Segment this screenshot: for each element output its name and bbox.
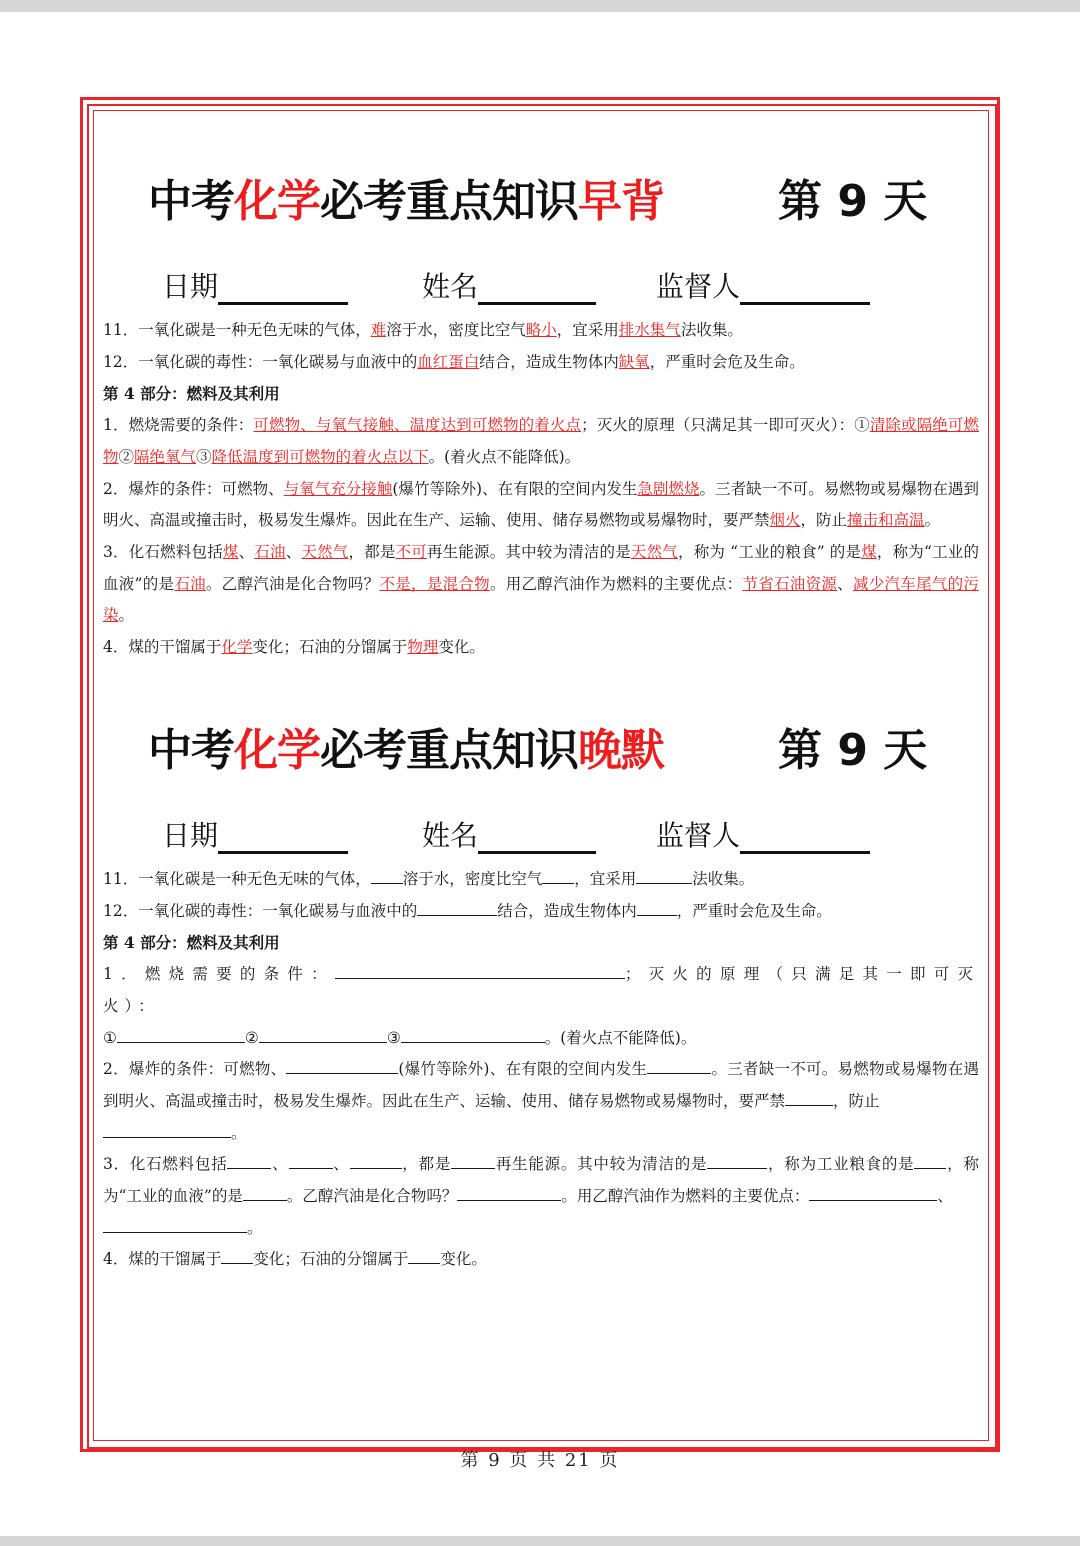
fill-blank[interactable] xyxy=(221,1247,253,1264)
evening-item-12: 12．一氧化碳的毒性：一氧化碳易与血液中的 结合，造成生物体内 ，严重时会危及生命。 xyxy=(103,896,979,928)
supervisor-label: 监督人 xyxy=(656,819,741,852)
answer: 烟火 xyxy=(769,511,801,530)
date-field xyxy=(162,265,348,305)
answer: 缺氧 xyxy=(618,352,650,371)
fill-blank[interactable] xyxy=(103,1121,231,1138)
answer: 难 xyxy=(370,321,387,339)
evening-item-3: 3．化石燃料包括 、 、 ，都是 再生能源。其中较为清洁的是 ，称为工业粮食的是 ，称为“工业的血液”的是 。乙醇汽油是化合物吗？ 。用乙醇汽油作为燃料的主要优点： 、 。 xyxy=(103,1149,979,1244)
answer: 减少汽车尾气的污染 xyxy=(103,574,979,625)
title-suffix-morning: 早背 xyxy=(578,176,664,227)
answer: 隔绝氧气 xyxy=(134,447,197,466)
fill-blank[interactable] xyxy=(809,1184,937,1201)
bottom-gray-strip xyxy=(0,1536,1080,1546)
fill-blank[interactable] xyxy=(637,899,677,916)
fill-blank[interactable] xyxy=(401,1026,545,1043)
morning-title xyxy=(148,165,928,225)
supervisor-label: 监督人 xyxy=(656,270,741,303)
morning-item-11: 11．一氧化碳是一种无色无味的气体，难溶于水，密度比空气略小，宜采用排水集气法收集。 xyxy=(103,321,743,339)
fill-blank[interactable] xyxy=(117,1026,245,1043)
fill-blank[interactable] xyxy=(371,867,403,884)
answer: 降低温度到可燃物的着火点以下 xyxy=(211,447,429,466)
fill-blank[interactable] xyxy=(103,1216,247,1233)
title-subject: 化学 xyxy=(234,176,320,227)
name-label: 姓名 xyxy=(422,819,479,852)
evening-meta-row xyxy=(162,814,882,858)
fill-blank[interactable] xyxy=(457,1184,561,1201)
fill-blank[interactable] xyxy=(227,1152,271,1169)
answer: 天然气 xyxy=(301,542,349,561)
answer: 化学 xyxy=(221,638,253,657)
title-middle: 必考重点知识 xyxy=(320,725,578,776)
fill-blank[interactable] xyxy=(286,1057,398,1074)
evening-item-4: 4．煤的干馏属于 变化；石油的分馏属于 变化。 xyxy=(103,1244,979,1276)
title-suffix-evening: 晚默 xyxy=(578,725,664,776)
evening-item-11: 11．一氧化碳是一种无色无味的气体， 溶于水，密度比空气 ，宜采用 法收集。 xyxy=(103,864,979,896)
supervisor-blank[interactable] xyxy=(740,274,870,305)
page-number: 第 9 页 共 21 页 xyxy=(460,1450,620,1471)
name-field xyxy=(422,814,596,854)
fill-blank[interactable] xyxy=(259,1026,387,1043)
title-middle: 必考重点知识 xyxy=(320,176,578,227)
evening-item-2: 2．爆炸的条件：可燃物、 (爆竹等除外)、在有限的空间内发生 。三者缺一不可。易燃物或易爆物在遇到明火、高温或撞击时，极易发生爆炸。因此在生产、运输、使用、储存易燃物或易爆物时，要严禁 ，防止 。 xyxy=(103,1054,979,1149)
name-field xyxy=(422,265,596,305)
answer: 撞击和高温 xyxy=(847,511,925,530)
morning-item-4: 4．煤的干馏属于化学变化；石油的分馏属于物理变化。 xyxy=(103,638,485,657)
fill-blank[interactable] xyxy=(647,1057,711,1074)
answer: 石油 xyxy=(254,542,286,561)
answer: 天然气 xyxy=(630,542,678,561)
title-prefix: 中考 xyxy=(148,725,234,776)
name-blank[interactable] xyxy=(478,274,596,305)
evening-item-1: 1．燃烧需要的条件： ；灭火的原理（只满足其一即可灭火）： ① ② ③ 。(着火点不能降低)。 xyxy=(103,959,979,1054)
title-prefix: 中考 xyxy=(148,176,234,227)
evening-section-heading: 第 4 部分：燃料及其利用 xyxy=(103,933,280,953)
date-blank[interactable] xyxy=(218,274,348,305)
morning-item-3: 3．化石燃料包括煤、石油、天然气，都是不可再生能源。其中较为清洁的是天然气，称为 “工业的粮食” 的是煤，称为“工业的血液”的是石油。乙醇汽油是化合物吗？不是，是混合物。用乙醇汽油作为燃料的主要优点：节省石油资源、减少汽车尾气的污染。 xyxy=(103,542,979,625)
date-label: 日期 xyxy=(162,819,219,852)
answer: 清除或隔绝可燃物 xyxy=(103,416,979,466)
day-label: 第 9 天 xyxy=(778,725,928,776)
answer: 与氧气充分接触 xyxy=(283,479,393,498)
morning-item-2: 2．爆炸的条件：可燃物、与氧气充分接触(爆竹等除外)、在有限的空间内发生急剧燃烧。三者缺一不可。易燃物或易爆物在遇到明火、高温或撞击时，极易发生爆炸。因此在生产、运输、使用、储存易燃物或易爆物时，要严禁烟火，防止撞击和高温。 xyxy=(103,479,979,530)
name-label: 姓名 xyxy=(422,270,479,303)
date-label: 日期 xyxy=(162,270,219,303)
title-subject: 化学 xyxy=(234,725,320,776)
answer: 略小 xyxy=(525,321,557,339)
evening-content xyxy=(103,864,979,1276)
fill-blank[interactable] xyxy=(914,1152,946,1169)
supervisor-blank[interactable] xyxy=(740,823,870,854)
fill-blank[interactable] xyxy=(707,1152,767,1169)
morning-content xyxy=(103,315,979,664)
fill-blank[interactable] xyxy=(451,1152,495,1169)
answer: 煤 xyxy=(222,542,239,561)
supervisor-field xyxy=(656,814,870,854)
answer: 血红蛋白 xyxy=(417,352,480,371)
morning-section-heading: 第 4 部分：燃料及其利用 xyxy=(103,384,280,404)
answer: 节省石油资源 xyxy=(742,574,838,593)
fill-blank[interactable] xyxy=(636,867,692,884)
name-blank[interactable] xyxy=(478,823,596,854)
fill-blank[interactable] xyxy=(289,1152,333,1169)
date-blank[interactable] xyxy=(218,823,348,854)
fill-blank[interactable] xyxy=(542,867,574,884)
fill-blank[interactable] xyxy=(243,1184,287,1201)
morning-meta-row xyxy=(162,265,882,309)
day-label: 第 9 天 xyxy=(778,176,928,227)
answer: 不是，是混合物 xyxy=(379,574,490,593)
answer: 急剧燃烧 xyxy=(637,479,700,498)
morning-item-1: 1．燃烧需要的条件：可燃物、与氧气接触、温度达到可燃物的着火点；灭火的原理（只满足其一即可灭火）：①清除或隔绝可燃物②隔绝氧气③降低温度到可燃物的着火点以下。(着火点不能降低)。 xyxy=(103,416,979,466)
answer: 石油 xyxy=(174,574,206,593)
supervisor-field xyxy=(656,265,870,305)
answer: 物理 xyxy=(407,638,439,657)
morning-item-12: 12．一氧化碳的毒性：一氧化碳易与血液中的血红蛋白结合，造成生物体内缺氧，严重时会危及生命。 xyxy=(103,352,805,371)
fill-blank[interactable] xyxy=(350,1152,402,1169)
date-field xyxy=(162,814,348,854)
fill-blank[interactable] xyxy=(785,1089,833,1106)
fill-blank[interactable] xyxy=(417,899,497,916)
answer: 煤 xyxy=(861,542,877,561)
fill-blank[interactable] xyxy=(408,1247,440,1264)
answer: 可燃物、与氧气接触、温度达到可燃物的着火点 xyxy=(253,416,582,435)
evening-title xyxy=(148,714,928,774)
answer: 不可 xyxy=(395,542,427,561)
top-gray-strip xyxy=(0,0,1080,12)
answer: 排水集气 xyxy=(618,321,681,339)
fill-blank[interactable] xyxy=(335,962,625,979)
